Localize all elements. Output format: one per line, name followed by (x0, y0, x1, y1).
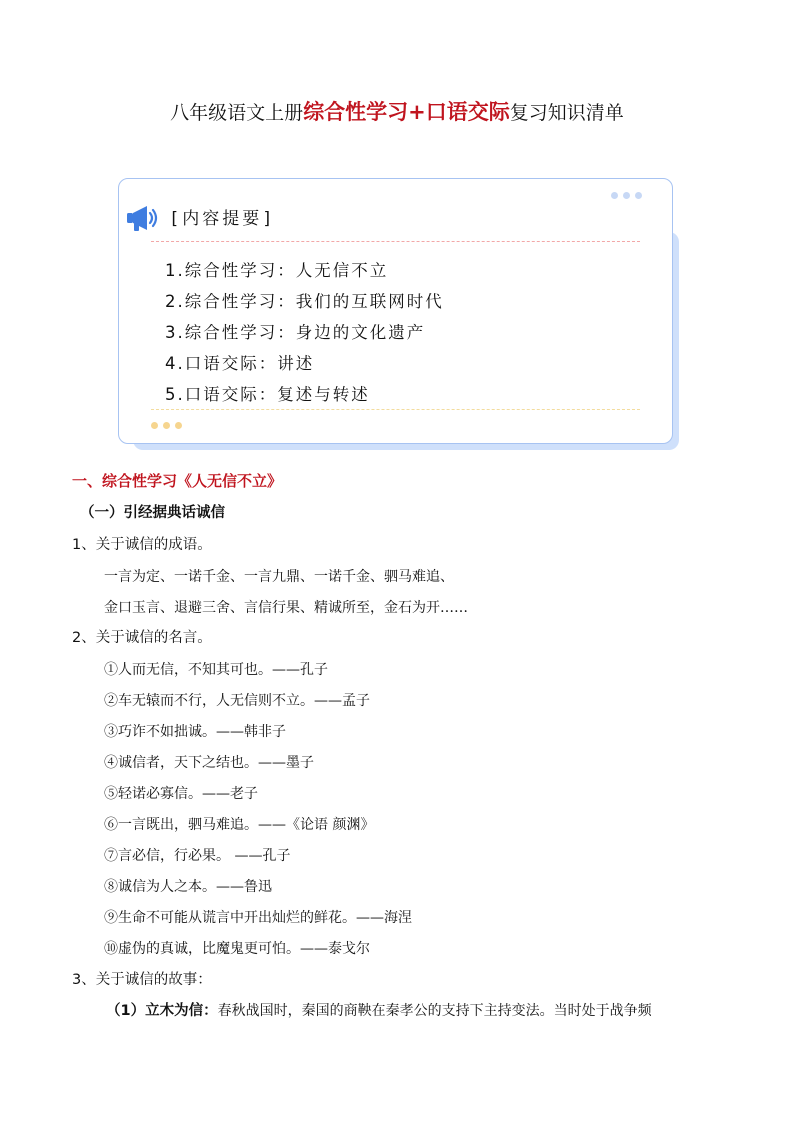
quote-line: ⑨生命不可能从谎言中开出灿烂的鲜花。——海涅 (104, 910, 412, 926)
title-highlight: 综合性学习+口语交际 (303, 100, 510, 124)
quote-line: ①人而无信，不知其可也。——孔子 (104, 662, 328, 678)
idioms-line: 金口玉言、退避三舍、言信行果、精诚所至，金石为开…… (104, 600, 468, 616)
paragraph-label: 2、关于诚信的名言。 (72, 630, 212, 646)
quote-line: ⑦言必信，行必果。 ——孔子 (104, 848, 291, 864)
summary-item: 3.综合性学习：身边的文化遗产 (165, 323, 426, 342)
summary-card (118, 178, 673, 444)
quote-line: ②车无辕而不行，人无信则不立。——孟子 (104, 693, 370, 709)
divider (151, 409, 640, 410)
quote-line: ⑧诚信为人之本。——鲁迅 (104, 879, 272, 895)
idioms-line: 一言为定、一诺千金、一言九鼎、一诺千金、驷马难追、 (104, 569, 454, 585)
quote-line: ⑤轻诺必寡信。——老子 (104, 786, 258, 802)
decorative-dots-yellow (151, 422, 182, 429)
divider (151, 241, 640, 242)
quote-line: ⑩虚伪的真诚，比魔鬼更可怕。——泰戈尔 (104, 941, 370, 957)
summary-list (165, 255, 444, 410)
section-heading: 一、综合性学习《人无信不立》 (72, 472, 283, 490)
summary-item: 1.综合性学习：人无信不立 (165, 261, 389, 280)
story-line (106, 1000, 652, 1022)
summary-heading: [内容提要] (169, 209, 276, 229)
title-prefix: 八年级语文上册 (170, 102, 304, 124)
quote-line: ⑥一言既出，驷马难追。——《论语 颜渊》 (104, 817, 375, 833)
summary-item: 2.综合性学习：我们的互联网时代 (165, 292, 444, 311)
quote-line: ③巧诈不如拙诚。——韩非子 (104, 724, 286, 740)
megaphone-icon (125, 203, 159, 233)
title-suffix: 复习知识清单 (509, 102, 624, 124)
paragraph-label: 1、关于诚信的成语。 (72, 537, 212, 553)
quote-line: ④诚信者，天下之结也。——墨子 (104, 755, 314, 771)
story-label: （1）立木为信： (106, 1003, 218, 1019)
decorative-dots-blue (611, 192, 642, 199)
summary-item: 4.口语交际：讲述 (165, 354, 315, 373)
subsection-heading: （一）引经据典话诚信 (80, 505, 225, 521)
summary-item: 5.口语交际：复述与转述 (165, 385, 370, 404)
story-text: 春秋战国时，秦国的商鞅在秦孝公的支持下主持变法。当时处于战争频 (217, 1003, 652, 1019)
page-title (0, 97, 794, 128)
paragraph-label: 3、关于诚信的故事： (72, 972, 212, 988)
